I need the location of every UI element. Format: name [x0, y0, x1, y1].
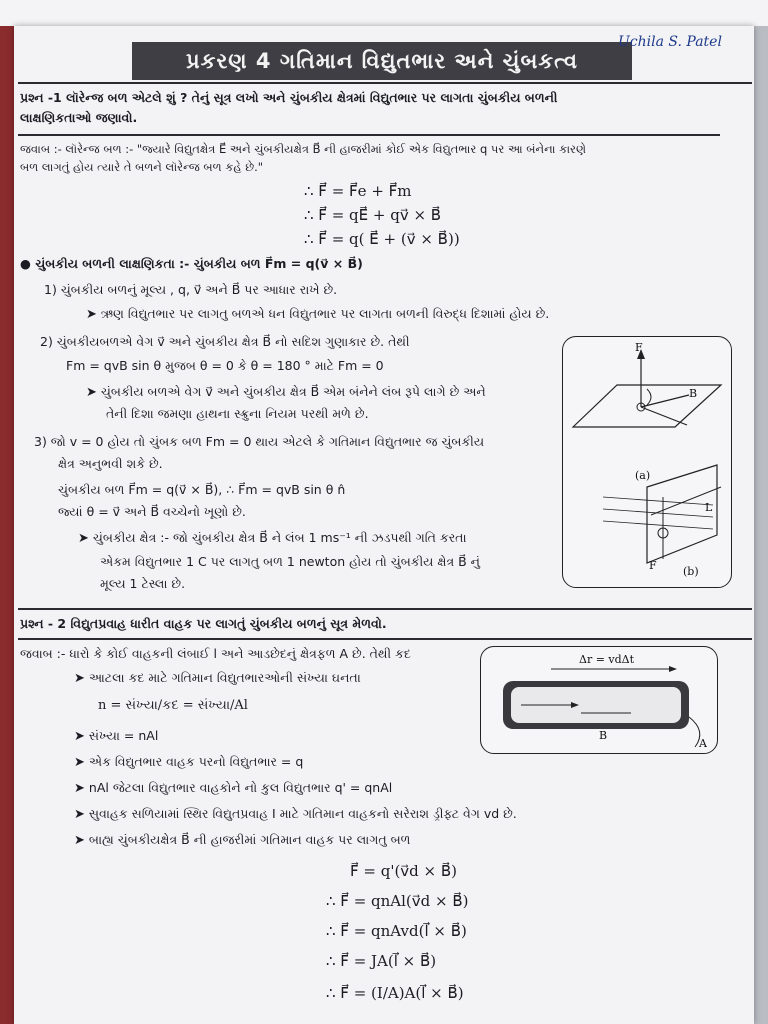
conductor-eq3: ∴ F⃗ = qnAvd(l⃗ × B⃗): [326, 922, 467, 940]
arrow-bullet-icon: ➤: [86, 385, 97, 400]
q1-answer-line1: જવાબ :- લૉરેન્જ બળ :- "જ્યારે વિદ્યુતક્ષેત્ર E⃗ અને ચુંબકીયક્ષેત્ર B⃗ ની હાજરીમાં કોઈ એક વિદ્યુતભાર q પર આ બંનેના કારણે: [20, 142, 587, 156]
lorentz-eq2: ∴ F⃗ = qE⃗ + qv⃗ × B⃗: [304, 206, 442, 224]
fig-label-F2: F: [649, 559, 657, 572]
q2-bullet2-text: સંખ્યા = nAl: [88, 728, 159, 743]
q2-bullet6: [74, 832, 410, 848]
point3-line4: જ્યાં θ = v⃗ અને B⃗ વચ્ચેનો ખૂણો છે.: [58, 504, 246, 519]
conductor-eq1: F⃗ = q'(v⃗d × B⃗): [350, 862, 458, 880]
q2-bullet6-text: બાહ્ય ચુંબકીયક્ષેત્ર B⃗ ની હાજરીમાં ગતિમાન વાહક પર લાગતુ બળ: [88, 832, 411, 847]
chapter-title: પ્રકરણ 4 ગતિમાન વિદ્યુતભાર અને ચુંબકત્વ: [132, 42, 632, 80]
arrow-bullet-icon: ➤: [74, 671, 85, 686]
q2-bullet5: [74, 806, 517, 822]
q2-bullet4: [74, 780, 392, 796]
field-def-text1: ચુંબકીય ક્ષેત્ર :- જો ચુંબકીય ક્ષેત્ર B⃗ ને લંબ 1 ms⁻¹ ની ઝડપથી ગતિ કરતા: [92, 530, 467, 545]
lorentz-eq3: ∴ F⃗ = q( E⃗ + (v⃗ × B⃗)): [304, 230, 460, 248]
fig-a-caption: (a): [635, 469, 651, 482]
field-def-line2: એકમ વિદ્યુતભાર 1 C પર લાગતુ બળ 1 newton હોય તો ચુંબકીય ક્ષેત્ર B⃗ નું: [100, 554, 480, 569]
conductor-eq2: ∴ F⃗ = qnAl(v⃗d × B⃗): [326, 892, 469, 910]
arrow-bullet-icon: ➤: [74, 781, 85, 796]
point3-line2: ક્ષેત્ર અનુભવી શકે છે.: [58, 456, 163, 471]
characteristics-heading: ● ચુંબકીય બળની લાક્ષણિકતા :- ચુંબકીય બળ F⃗m = q(v⃗ × B⃗): [20, 256, 363, 271]
point3-line1: 3) જો v = 0 હોય તો ચુંબક બળ Fm = 0 થાય એટલે કે ગતિમાન વિદ્યુતભાર જ ચુંબકીય: [34, 434, 485, 449]
arrow-bullet-icon: ➤: [74, 755, 85, 770]
q1-divider: [18, 134, 720, 136]
point2-bullet-line1: [86, 384, 486, 400]
q2-top-divider: [18, 608, 752, 610]
arrow-bullet-icon: ➤: [74, 729, 85, 744]
density-eq: n = સંખ્યા/કદ = સંખ્યા/Al: [98, 698, 248, 713]
point1-bullet: [86, 306, 549, 322]
q2-bullet5-text: સુવાહક સળિયામાં સ્થિર વિદ્યુતપ્રવાહ I માટે ગતિમાન વાહકનો સરેરાશ ડ્રીફ્ટ વેગ vd છે.: [88, 806, 517, 821]
fig-label-L: L: [705, 501, 713, 514]
fig-q2-B: B: [599, 729, 608, 742]
title-divider: [18, 82, 752, 84]
q1-answer-line2: બળ લાગતું હોય ત્યારે તે બળને લૉરેન્જ બળ કહે છે.": [20, 160, 264, 174]
q2-bullet3-text: એક વિદ્યુતભાર વાહક પરનો વિદ્યુતભાર = q: [88, 754, 304, 769]
q2-divider: [18, 638, 752, 640]
conductor-eq4: ∴ F⃗ = JA(l⃗ × B⃗): [326, 952, 437, 970]
lorentz-figure-svg: [563, 337, 731, 587]
arrow-bullet-icon: ➤: [78, 531, 89, 546]
fig-b-caption: (b): [683, 565, 699, 578]
background-edge: [0, 26, 14, 1024]
field-def-line1: [78, 530, 467, 546]
q2-bullet1: [74, 670, 361, 686]
q2-answer-line1: જવાબ :- ધારો કે કોઈ વાહકની લંબાઈ l અને આડછેદનું ક્ષેત્રફળ A છે. તેથી કદ: [20, 646, 411, 661]
arrow-bullet-icon: ➤: [74, 807, 85, 822]
field-def-line3: મૂલ્ય 1 ટેસ્લા છે.: [100, 576, 186, 591]
fig-label-F: F: [635, 341, 643, 354]
lorentz-eq1: ∴ F⃗ = F⃗e + F⃗m: [304, 182, 412, 200]
fig-q2-A: A: [699, 737, 707, 750]
point2-bullet-text1: ચુંબકીય બળએ વેગ v⃗ અને ચુંબકીય ક્ષેત્ર B⃗ એમ બંનેને લંબ રૂપે લાગે છે અને: [100, 384, 486, 399]
document-page: [14, 26, 754, 1024]
q2-bullet3: [74, 754, 303, 770]
figure-conductor: [480, 646, 718, 754]
point3-line3: ચુંબકીય બળ F⃗m = q(v⃗ × B⃗), ∴ F⃗m = qvB sin θ n̂: [58, 482, 346, 497]
screen-top-margin: [0, 0, 768, 26]
point2-bullet-line2: તેની દિશા જમણા હાથના સ્ક્રુના નિયમ પરથી મળે છે.: [106, 406, 369, 421]
fig-label-B: B: [689, 387, 698, 400]
arrow-bullet-icon: ➤: [74, 833, 85, 848]
q1-question-line2: લાક્ષણિકતાઓ જણાવો.: [20, 110, 138, 125]
point1: 1) ચુંબકીય બળનું મૂલ્ય , q, v⃗ અને B⃗ પર આધાર રાખે છે.: [44, 282, 338, 297]
q2-bullet4-text: nAl જેટલા વિદ્યુતભાર વાહકોને નો કુલ વિદ્યુતભાર q' = qnAl: [88, 780, 393, 795]
q2-question: પ્રશ્ન - 2 વિદ્યુતપ્રવાહ ધારીત વાહક પર લાગતું ચુંબકીય બળનું સૂત્ર મેળવો.: [20, 616, 387, 631]
conductor-eq5: ∴ F⃗ = (I/A)A(l⃗ × B⃗): [326, 984, 464, 1002]
figure-lorentz-force: [562, 336, 732, 588]
fig-delta-r: Δr = vdΔt: [579, 653, 635, 666]
point2-line2: Fm = qvB sin θ મુજબ θ = 0 કે θ = 180 ° માટે Fm = 0: [66, 358, 384, 373]
q1-question-line1: પ્રશ્ન -1 લૉરેન્જ બળ એટલે શું ? તેનું સૂત્ર લખો અને ચુંબકીય ક્ષેત્રમાં વિદ્યુતભાર પર લાગતા ચુંબકીય બળની: [20, 90, 558, 105]
arrow-bullet-icon: ➤: [86, 307, 97, 322]
signature: Uchila S. Patel: [618, 34, 722, 50]
point2-line1: 2) ચુંબકીયબળએ વેગ v⃗ અને ચુંબકીય ક્ષેત્ર B⃗ નો સદિશ ગુણાકાર છે. તેથી: [40, 334, 410, 349]
q2-bullet1-text: આટલા કદ માટે ગતિમાન વિદ્યુતભારઓની સંખ્યા ઘનતા: [88, 670, 361, 685]
point1-bullet-text: ઋણ વિદ્યુતભાર પર લાગતુ બળએ ધન વિદ્યુતભાર પર લાગતા બળની વિરુદ્ધ દિશામાં હોય છે.: [100, 306, 550, 321]
q2-bullet2: [74, 728, 158, 744]
